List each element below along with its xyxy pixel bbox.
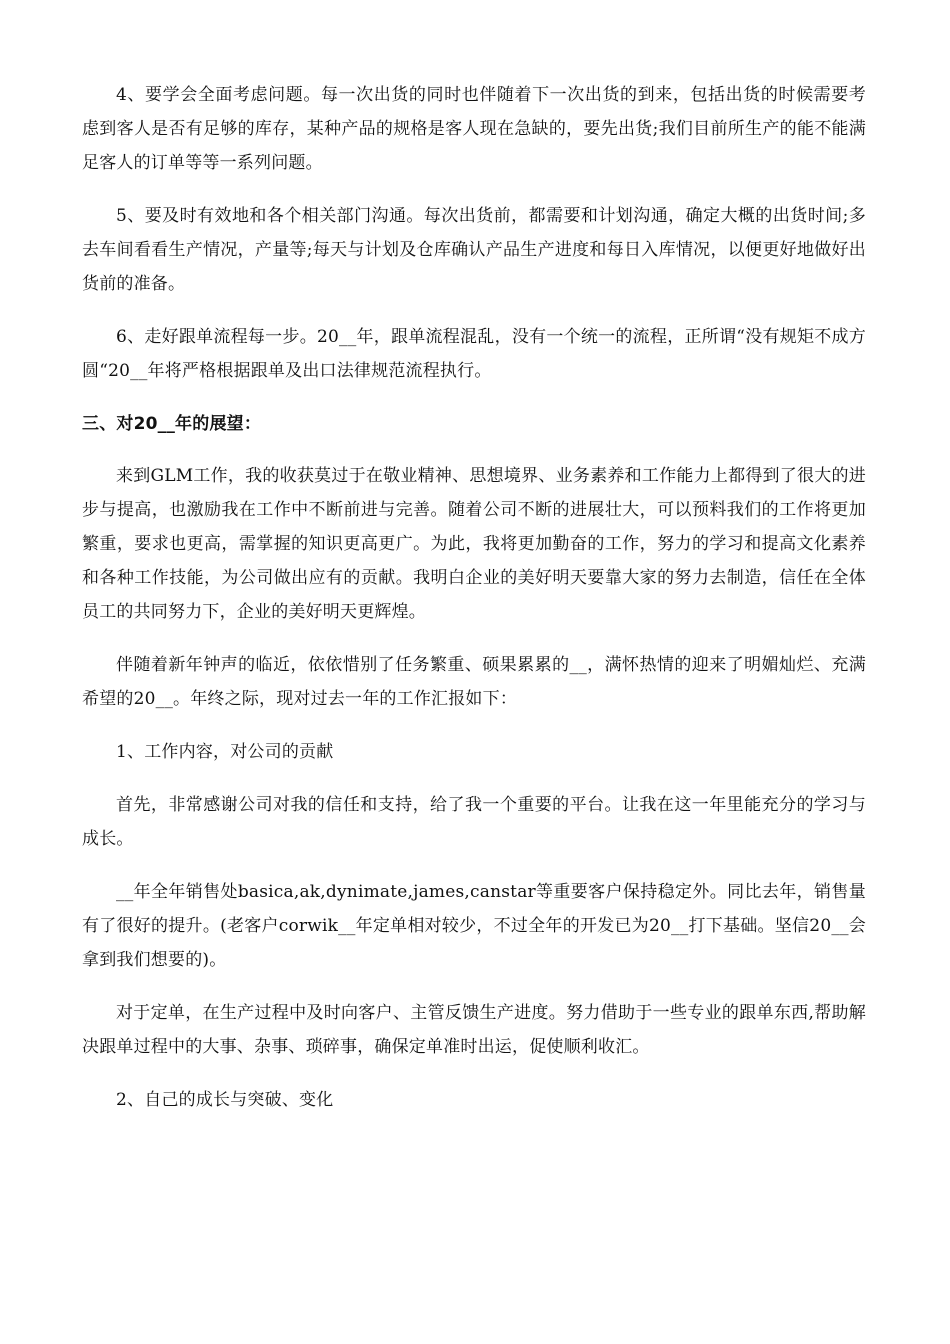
paragraph-item-4: 4、要学会全面考虑问题。每一次出货的同时也伴随着下一次出货的到来，包括出货的时候需要考虑到客人是否有足够的库存，某种产品的规格是客人现在急缺的，要先出货;我们目前所生产的能不能满足客人的订单等等一系列问题。	[82, 85, 866, 173]
subheading-growth: 2、自己的成长与突破、变化	[116, 1090, 334, 1110]
paragraph-orders: 对于定单，在生产过程中及时向客户、主管反馈生产进度。努力借助于一些专业的跟单东西,帮助解决跟单过程中的大事、杂事、琐碎事，确保定单准时出运，促使顺利收汇。	[82, 1003, 866, 1057]
paragraph-thanks: 首先，非常感谢公司对我的信任和支持，给了我一个重要的平台。让我在这一年里能充分的学习与成长。	[82, 795, 866, 849]
paragraph-sales: __年全年销售处basica,ak,dynimate,james,canstar等重要客户保持稳定外。同比去年，销售量有了很好的提升。(老客户corwik__年定单相对较少，不过全年的开发已为20__打下基础。坚信20__会拿到我们想要的)。	[82, 882, 866, 970]
subheading-work-content: 1、工作内容，对公司的贡献	[116, 742, 334, 762]
paragraph-item-5: 5、要及时有效地和各个相关部门沟通。每次出货前，都需要和计划沟通，确定大概的出货时间;多去车间看看生产情况，产量等;每天与计划及仓库确认产品生产进度和每日入库情况，以便更好地做好出货前的准备。	[82, 206, 866, 294]
paragraph-glm-work: 来到GLM工作，我的收获莫过于在敬业精神、思想境界、业务素养和工作能力上都得到了很大的进步与提高，也激励我在工作中不断前进与完善。随着公司不断的进展壮大，可以预料我们的工作将更加繁重，要求也更高，需掌握的知识更高更广。为此，我将更加勤奋的工作，努力的学习和提高文化素养和各种工作技能，为公司做出应有的贡献。我明白企业的美好明天要靠大家的努力去制造，信任在全体员工的共同努力下，企业的美好明天更辉煌。	[82, 466, 866, 622]
document-page	[82, 78, 866, 1136]
paragraph-new-year: 伴随着新年钟声的临近，依依惜别了任务繁重、硕果累累的__，满怀热情的迎来了明媚灿烂、充满希望的20__。年终之际，现对过去一年的工作汇报如下：	[82, 655, 866, 709]
paragraph-item-6: 6、走好跟单流程每一步。20__年，跟单流程混乱，没有一个统一的流程，正所谓“没有规矩不成方圆“20__年将严格根据跟单及出口法律规范流程执行。	[82, 327, 866, 381]
section-heading-outlook: 三、对20__年的展望：	[82, 414, 262, 434]
